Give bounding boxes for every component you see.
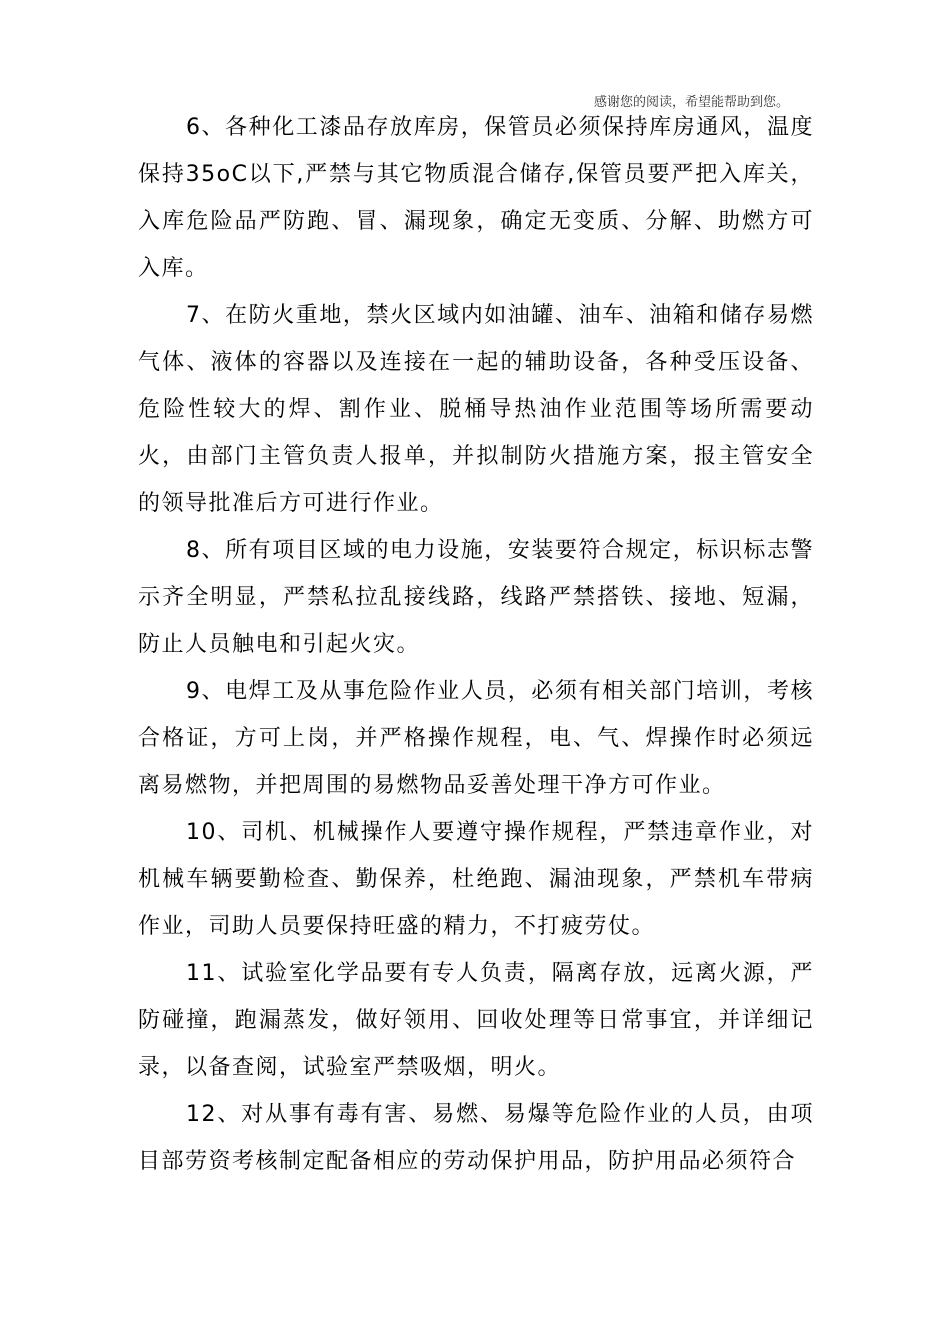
paragraph-10: 10、司机、机械操作人要遵守操作规程，严禁违章作业，对机械车辆要勤检查、勤保养，杜绝跑、漏油现象，严禁机车带病作业，司助人员要保持旺盛的精力，不打疲劳仗。 (138, 820, 814, 939)
document-body (138, 104, 814, 1185)
paragraph-8: 8、所有项目区域的电力设施，安装要符合规定，标识标志警示齐全明显，严禁私拉乱接线路，线路严禁搭铁、接地、短漏，防止人员触电和引起火灾。 (138, 538, 814, 657)
paragraph-11: 11、试验室化学品要有专人负责，隔离存放，远离火源，严防碰撞，跑漏蒸发，做好领用、回收处理等日常事宜，并详细记录，以备查阅，试验室严禁吸烟，明火。 (138, 961, 814, 1080)
paragraph-9: 9、电焊工及从事危险作业人员，必须有相关部门培训，考核合格证，方可上岗，并严格操作规程，电、气、焊操作时必须远离易燃物，并把周围的易燃物品妥善处理干净方可作业。 (138, 679, 814, 798)
header-note: 感谢您的阅读，希望能帮助到您。 (594, 95, 790, 110)
paragraph-7: 7、在防火重地，禁火区域内如油罐、油车、油箱和储存易燃气体、液体的容器以及连接在一起的辅助设备，各种受压设备、危险性较大的焊、割作业、脱桶导热油作业范围等场所需要动火，由部门主管负责人报单，并拟制防火措施方案，报主管安全的领导批准后方可进行作业。 (138, 303, 814, 516)
paragraph-6: 6、各种化工漆品存放库房，保管员必须保持库房通风，温度保持35oC以下,严禁与其它物质混合储存,保管员要严把入库关，入库危险品严防跑、冒、漏现象，确定无变质、分解、助燃方可入库。 (138, 115, 814, 281)
paragraph-12: 12、对从事有毒有害、易燃、易爆等危险作业的人员，由项目部劳资考核制定配备相应的劳动保护用品，防护用品必须符合 (138, 1102, 814, 1174)
